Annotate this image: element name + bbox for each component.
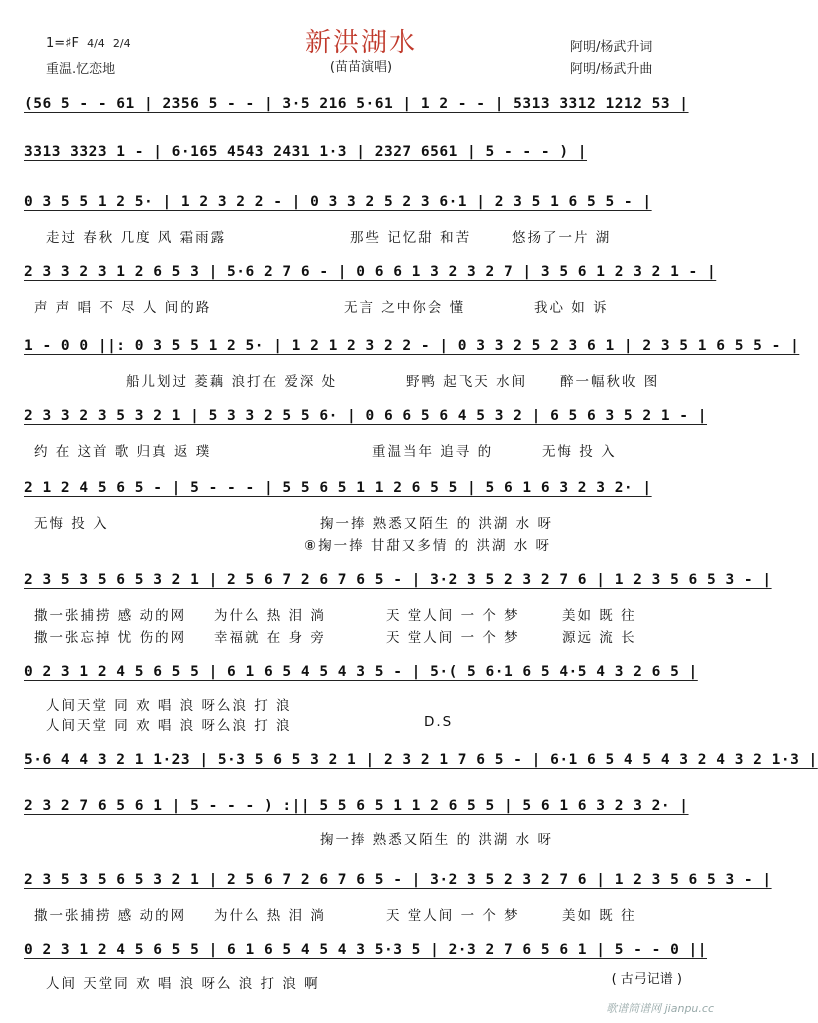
lyric-segment: 掬一捧 熟悉又陌生 的 洪湖 水 呀 <box>320 832 553 848</box>
lyric-segment: 无悔 投 入 <box>34 516 109 532</box>
notation-line-11: 2 3 2 7 6 5 6 1 | 5 - - - ) :|| 5 5 6 5 1 1 2 6 5 5 | 5 6 1 6 3 2 3 2· | <box>24 798 689 814</box>
time-signature-1: 4/4 <box>87 36 105 50</box>
watermark: 歌谱简谱网 jianpu.cc <box>606 1002 714 1015</box>
notation-line-3: 0 3 5 5 1 2 5· | 1 2 3 2 2 - | 0 3 3 2 5 2 3 6·1 | 2 3 5 1 6 5 5 - | <box>24 194 652 210</box>
notation-line-4: 2 3 3 2 3 1 2 6 5 3 | 5·6 2 7 6 - | 0 6 6 1 3 2 3 2 7 | 3 5 6 1 2 3 2 1 - | <box>24 264 717 280</box>
lyricist-credit: 阿明/杨武升词 <box>570 40 653 55</box>
time-signature-2: 2/4 <box>112 36 131 50</box>
key-signature <box>46 36 131 51</box>
lyric-segment: 源远 流 长 <box>562 630 637 646</box>
lyric-segment: 人间 天堂同 欢 唱 浪 呀么 浪 打 浪 啊 <box>46 976 320 992</box>
page-title: 新洪湖水 <box>304 28 417 58</box>
lyric-segment: 重温当年 追寻 的 <box>372 444 494 460</box>
lyric-segment: 天 堂人间 一 个 梦 <box>386 908 520 924</box>
lyric-segment: 声 声 唱 不 尽 人 间的路 <box>34 300 212 316</box>
notation-line-8: 2 3 5 3 5 6 5 3 2 1 | 2 5 6 7 2 6 7 6 5 - | 3·2 3 5 2 3 2 7 6 | 1 2 3 5 6 5 3 - | <box>24 572 772 588</box>
lyric-segment: 人间天堂 同 欢 唱 浪 呀么浪 打 浪 <box>46 698 292 714</box>
lyric-segment: 为什么 热 泪 淌 <box>214 608 326 624</box>
lyric-segment: 掬一捧 熟悉又陌生 的 洪湖 水 呀 <box>320 516 553 532</box>
transcriber-credit: ( 古弓记谱 ) <box>611 972 682 987</box>
lyric-segment: 走过 春秋 几度 风 霜雨露 <box>46 230 227 246</box>
ds-mark: D.S <box>424 714 454 730</box>
lyric-segment: 撒一张忘掉 忧 伤的网 <box>34 630 187 646</box>
notation-line-1: (56 5 - - 61 | 2356 5 - - | 3·5 216 5·61 | 1 2 - - | 5313 3312 1212 53 | <box>24 96 689 112</box>
lyric-segment: 人间天堂 同 欢 唱 浪 呀么浪 打 浪 <box>46 718 292 734</box>
notation-line-6: 2 3 3 2 3 5 3 2 1 | 5 3 3 2 5 5 6· | 0 6 6 5 6 4 5 3 2 | 6 5 6 3 5 2 1 - | <box>24 408 708 424</box>
lyric-segment: 撒一张捕捞 感 动的网 <box>34 608 187 624</box>
singer-subtitle: (苗苗演唱) <box>329 60 393 75</box>
notation-line-9: 0 2 3 1 2 4 5 6 5 5 | 6 1 6 5 4 5 4 3 5 - | 5·( 5 6·1 6 5 4·5 4 3 2 6 5 | <box>24 664 698 680</box>
lyric-segment: 美如 既 往 <box>562 608 637 624</box>
notation-line-10: 5·6 4 4 3 2 1 1·23 | 5·3 5 6 5 3 2 1 | 2 3 2 1 7 6 5 - | 6·1 6 5 4 5 4 3 2 4 3 2 1·3 | <box>24 752 818 768</box>
lyric-segment: 我心 如 诉 <box>534 300 609 316</box>
lyric-segment: ⑧掬一捧 甘甜又多情 的 洪湖 水 呀 <box>304 538 552 554</box>
notation-line-5: 1 - 0 0 ||: 0 3 5 5 1 2 5· | 1 2 1 2 3 2 2 - | 0 3 3 2 5 2 3 6 1 | 2 3 5 1 6 5 5 - | <box>24 338 800 354</box>
composer-credit: 阿明/杨武升曲 <box>570 62 653 77</box>
lyric-segment: 醉一幅秋收 图 <box>560 374 660 390</box>
lyric-segment: 悠扬了一片 湖 <box>512 230 612 246</box>
style-marking: 重温.忆恋地 <box>46 62 116 77</box>
key-label: 1=♯F <box>46 36 79 51</box>
lyric-segment: 无悔 投 入 <box>542 444 617 460</box>
lyric-segment: 船儿划过 菱藕 浪打在 爱深 处 <box>126 374 338 390</box>
lyric-segment: 美如 既 往 <box>562 908 637 924</box>
lyric-segment: 约 在 这首 歌 归真 返 璞 <box>34 444 212 460</box>
lyric-segment: 野鸭 起飞天 水间 <box>406 374 528 390</box>
lyric-segment: 天 堂人间 一 个 梦 <box>386 630 520 646</box>
lyric-segment: 为什么 热 泪 淌 <box>214 908 326 924</box>
notation-line-13: 0 2 3 1 2 4 5 6 5 5 | 6 1 6 5 4 5 4 3 5·3 5 | 2·3 2 7 6 5 6 1 | 5 - - 0 || <box>24 942 708 958</box>
lyric-segment: 那些 记忆甜 和苦 <box>350 230 472 246</box>
notation-line-7: 2 1 2 4 5 6 5 - | 5 - - - | 5 5 6 5 1 1 2 6 5 5 | 5 6 1 6 3 2 3 2· | <box>24 480 652 496</box>
notation-line-12: 2 3 5 3 5 6 5 3 2 1 | 2 5 6 7 2 6 7 6 5 - | 3·2 3 5 2 3 2 7 6 | 1 2 3 5 6 5 3 - | <box>24 872 772 888</box>
notation-line-2: 3313 3323 1 - | 6·165 4543 2431 1·3 | 2327 6561 | 5 - - - ) | <box>24 144 588 160</box>
lyric-segment: 幸福就 在 身 旁 <box>214 630 326 646</box>
lyric-segment: 天 堂人间 一 个 梦 <box>386 608 520 624</box>
lyric-segment: 无言 之中你会 懂 <box>344 300 466 316</box>
lyric-segment: 撒一张捕捞 感 动的网 <box>34 908 187 924</box>
